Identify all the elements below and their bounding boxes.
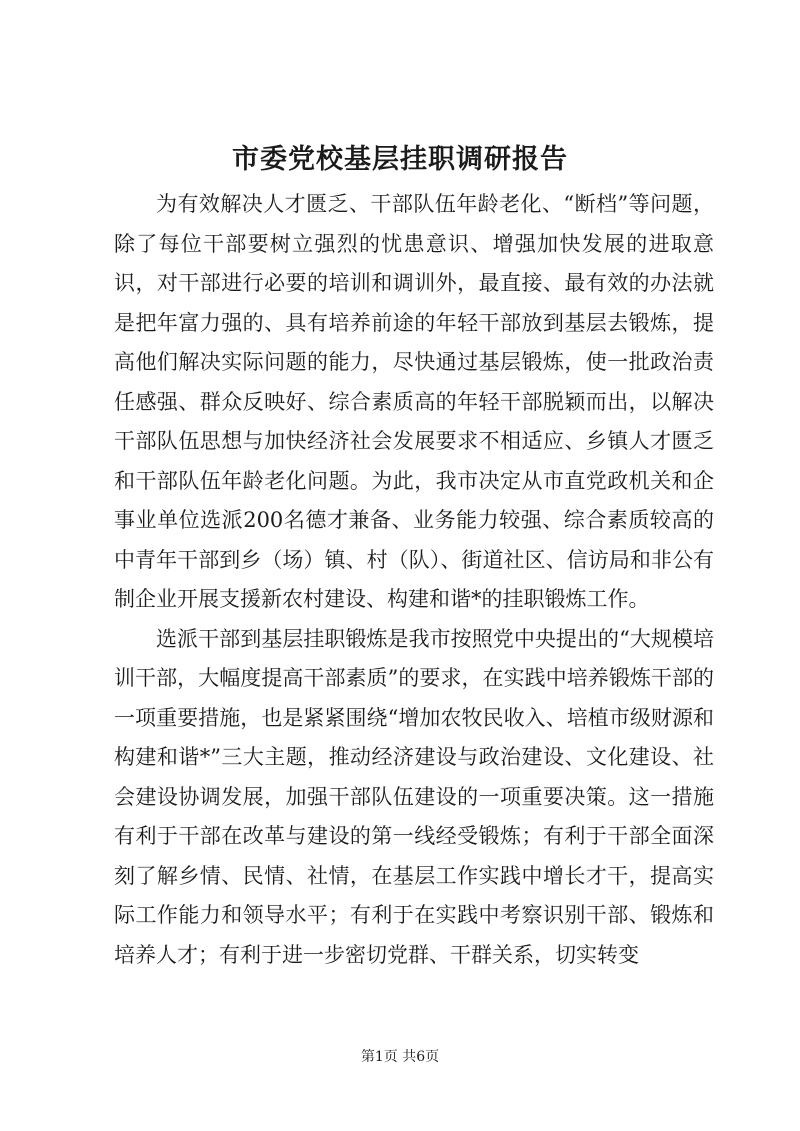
page-footer: 第1页 共6页: [360, 1049, 440, 1065]
body-paragraph-2: 选派干部到基层挂职锻炼是我市按照党中央提出的“大规模培训干部，大幅度提高干部素质”的要求，在实践中培养锻炼干部的一项重要措施，也是紧紧围绕“增加农牧民收入、培植市级财源和构建和谐*”三大主题，推动经济建设与政治建设、文化建设、社会建设协调发展，加强干部队伍建设的一项重要决策。这一措施有利于干部在改革与建设的第一线经受锻炼；有利于干部全面深刻了解乡情、民情、社情，在基层工作实践中增长才干，提高实际工作能力和领导水平；有利于在实践中考察识别干部、锻炼和培养人才；有利于进一步密切党群、干群关系，切实转变: [114, 626, 714, 967]
body-paragraph-1: 为有效解决人才匮乏、干部队伍年龄老化、“断档”等问题，除了每位干部要树立强烈的忧患意识、增强加快发展的进取意识，对干部进行必要的培训和调训外，最直接、最有效的办法就是把年富力强的、具有培养前途的年轻干部放到基层去锻炼，提高他们解决实际问题的能力，尽快通过基层锻炼，使一批政治责任感强、群众反映好、综合素质高的年轻干部脱颖而出，以解决干部队伍思想与加快经济社会发展要求不相适应、乡镇人才匮乏和干部队伍年龄老化问题。为此，我市决定从市直党政机关和企事业单位选派200名德才兼备、业务能力较强、综合素质较高的中青年干部到乡（场）镇、村（队）、街道社区、信访局和非公有制企业开展支援新农村建设、构建和谐*的挂职锻炼工作。: [114, 192, 714, 611]
document-title: 市委党校基层挂职调研报告: [232, 144, 568, 175]
document-body: [114, 185, 714, 975]
